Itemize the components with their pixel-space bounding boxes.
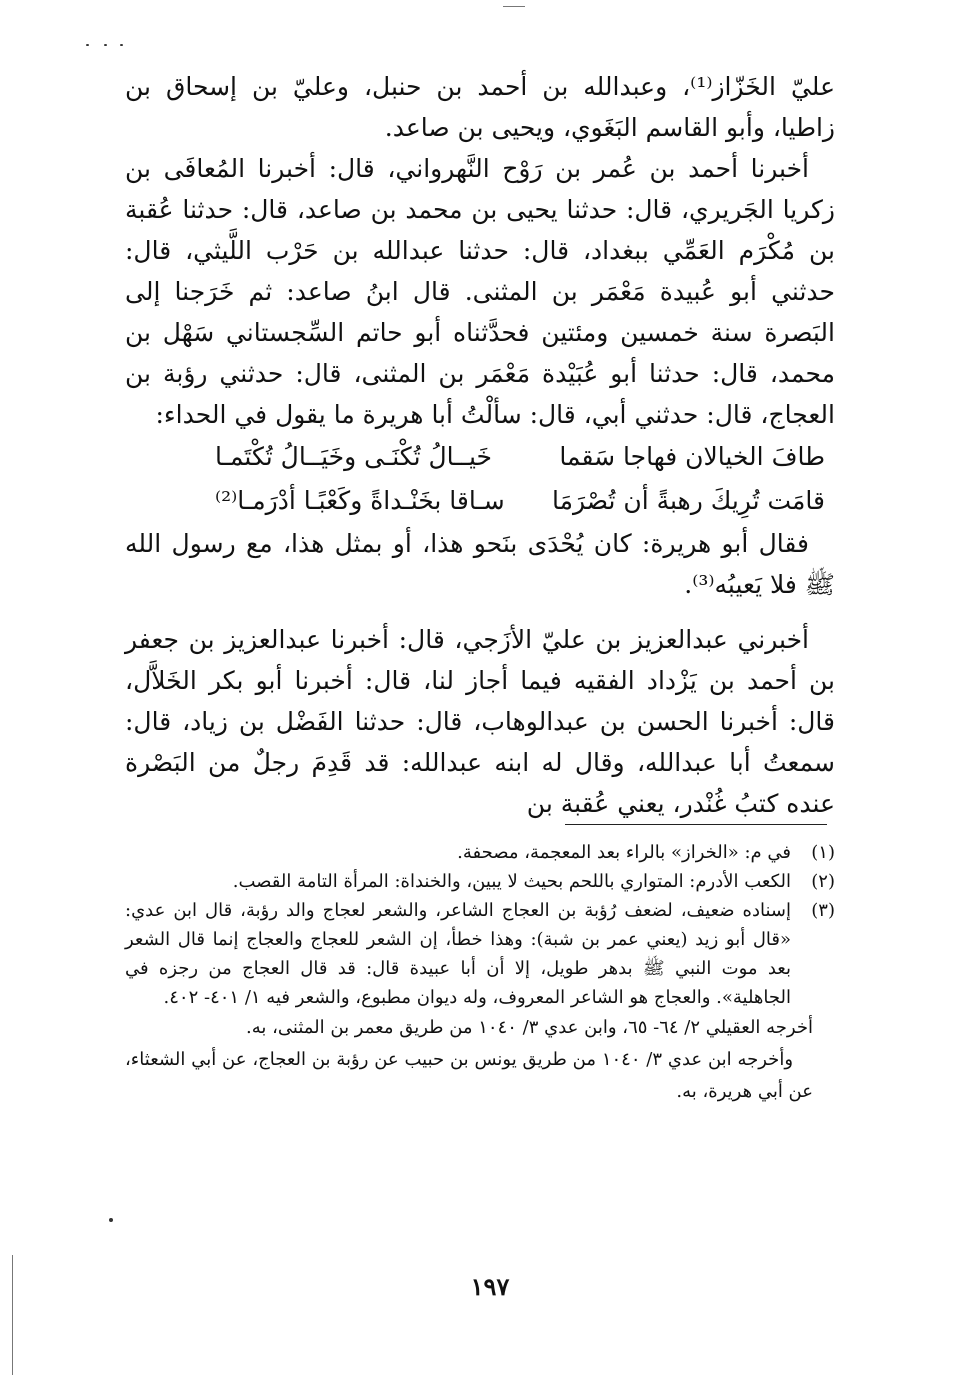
footnote-text: إسناده ضعيف، لضعف رُؤبة بن العجاج الشاعر، والشعر لعجاج والد رؤبة، قال ابن عدي: «قال أبو زيد (يعني عمر بن شبة): وهذا خطأ، إن الشعر للعجاج والعجاج إنما قال الشعر بعد موت النبي ﷺ بدهر طويل، إلا أن أبا عبيدة قال: قد قال العجاج من رجزه في الجاهلية». والعجاج هو الشاعر المعروف، وله ديوان مطبوع، والشعر فيه ١/ ٤٠١- ٤٠٢. xyxy=(125,900,791,1008)
footnote-text: الكعب الأدرم: المتواري باللحم بحيث لا يبين، والخنداة: المرأة التامة القصب. xyxy=(232,871,791,892)
paragraph: فقال أبو هريرة: كان يُحْدَى بنَحو هذا، أو بمثل هذا، مع رسول الله ﷺ فلا يَعيبُه⁽³⁾. xyxy=(125,529,835,599)
footnote-number: (٣) xyxy=(811,900,835,921)
scan-speck xyxy=(86,44,89,46)
footnote-separator xyxy=(565,824,827,825)
scan-speck xyxy=(104,44,107,46)
verse-second-hemistich: خَيــالُ تُكْنَـى وخَيَــالُ تُكْتَمـا xyxy=(215,442,492,471)
verse-second-hemistich: سـاقا بخَنْـداةً وكَعْبًـا أدْرَمـا⁽²⁾ xyxy=(215,486,505,515)
footnote-number: (١) xyxy=(811,842,835,863)
scan-mark-top xyxy=(503,6,525,7)
scan-edge-line xyxy=(12,1255,13,1375)
footnote xyxy=(125,867,835,896)
poetry-verse xyxy=(125,435,835,479)
verse-first-hemistich: طافَ الخيالان فهاجا سَقما xyxy=(559,442,825,471)
scan-speck xyxy=(109,1218,113,1222)
page-number: ١٩٧ xyxy=(470,1272,510,1301)
scan-speck xyxy=(120,44,123,46)
footnote xyxy=(125,896,835,1012)
poetry-verse xyxy=(125,479,835,523)
footnote-text: في م: «الخراز» بالراء بعد المعجمة، مصحفة. xyxy=(457,842,791,863)
verse-first-hemistich: قامَت تُرِيكَ رهبةً أن تُصْرَمَا xyxy=(551,486,825,515)
footnote-number: (٢) xyxy=(811,871,835,892)
paragraph: أخبرنا أحمد بن عُمر بن رَوْح النَّهرواني، قال: أخبرنا المُعافَى بن زكريا الجَريري، قال: حدثنا يحيى بن محمد بن صاعد، قال: حدثنا عُقبة بن مُكْرَم العَمِّي ببغداد، قال: حدثنا عبدالله بن حَرْب اللَّيثي، قال: حدثني أبو عُبيدة مَعْمَر بن المثنى. قال ابنُ صاعد: ثم خَرَجنا إلى البَصرة سنة خمسين ومئتين فحدَّثناه أبو حاتم السِّجستاني سَهْل بن محمد، قال: حدثنا أبو عُبَيْدة مَعْمَر بن المثنى، قال: حدثني رؤبة بن العجاج، قال: حدثني أبي، قال: سألْتُ أبا هريرة ما يقول في الحداء: xyxy=(125,154,835,429)
paragraph: عليّ الخَزّاز⁽¹⁾، وعبدالله بن أحمد بن حنبل، وعليّ بن إسحاق بن زاطيا، وأبو القاسم البَغَوي، ويحيى بن صاعد. xyxy=(125,72,835,142)
footnote xyxy=(125,838,835,867)
footnote-continuation xyxy=(125,1012,835,1108)
footnote-paragraph: أخرجه العقيلي ٢/ ٦٤- ٦٥، وابن عدي ٣/ ١٠٤٠ من طريق معمر بن المثنى، به. xyxy=(245,1017,813,1038)
footnote-paragraph: وأخرجه ابن عدي ٣/ ١٠٤٠ من طريق يونس بن حبيب عن رؤبة بن العجاج، عن أبي الشعثاء، عن أبي هريرة، به. xyxy=(125,1049,813,1102)
paragraph: أخبرني عبدالعزيز بن عليّ الأزَجي، قال: أخبرنا عبدالعزيز بن جعفر بن أحمد بن يَزْداد الفقيه فيما أجاز لنا، قال: أخبرنا أبو بكر الخَلاَّل، قال: أخبرنا الحسن بن عبدالوهاب، قال: حدثنا الفَضْل بن زياد، قال: سمعتُ أبا عبدالله، وقال له ابنه عبدالله: قد قَدِمَ رجلٌ من البَصْرة عنده كتبُ غُنْدر، يعني عُقبة بن xyxy=(125,625,835,818)
footnotes xyxy=(125,838,835,1108)
main-text xyxy=(125,66,835,824)
